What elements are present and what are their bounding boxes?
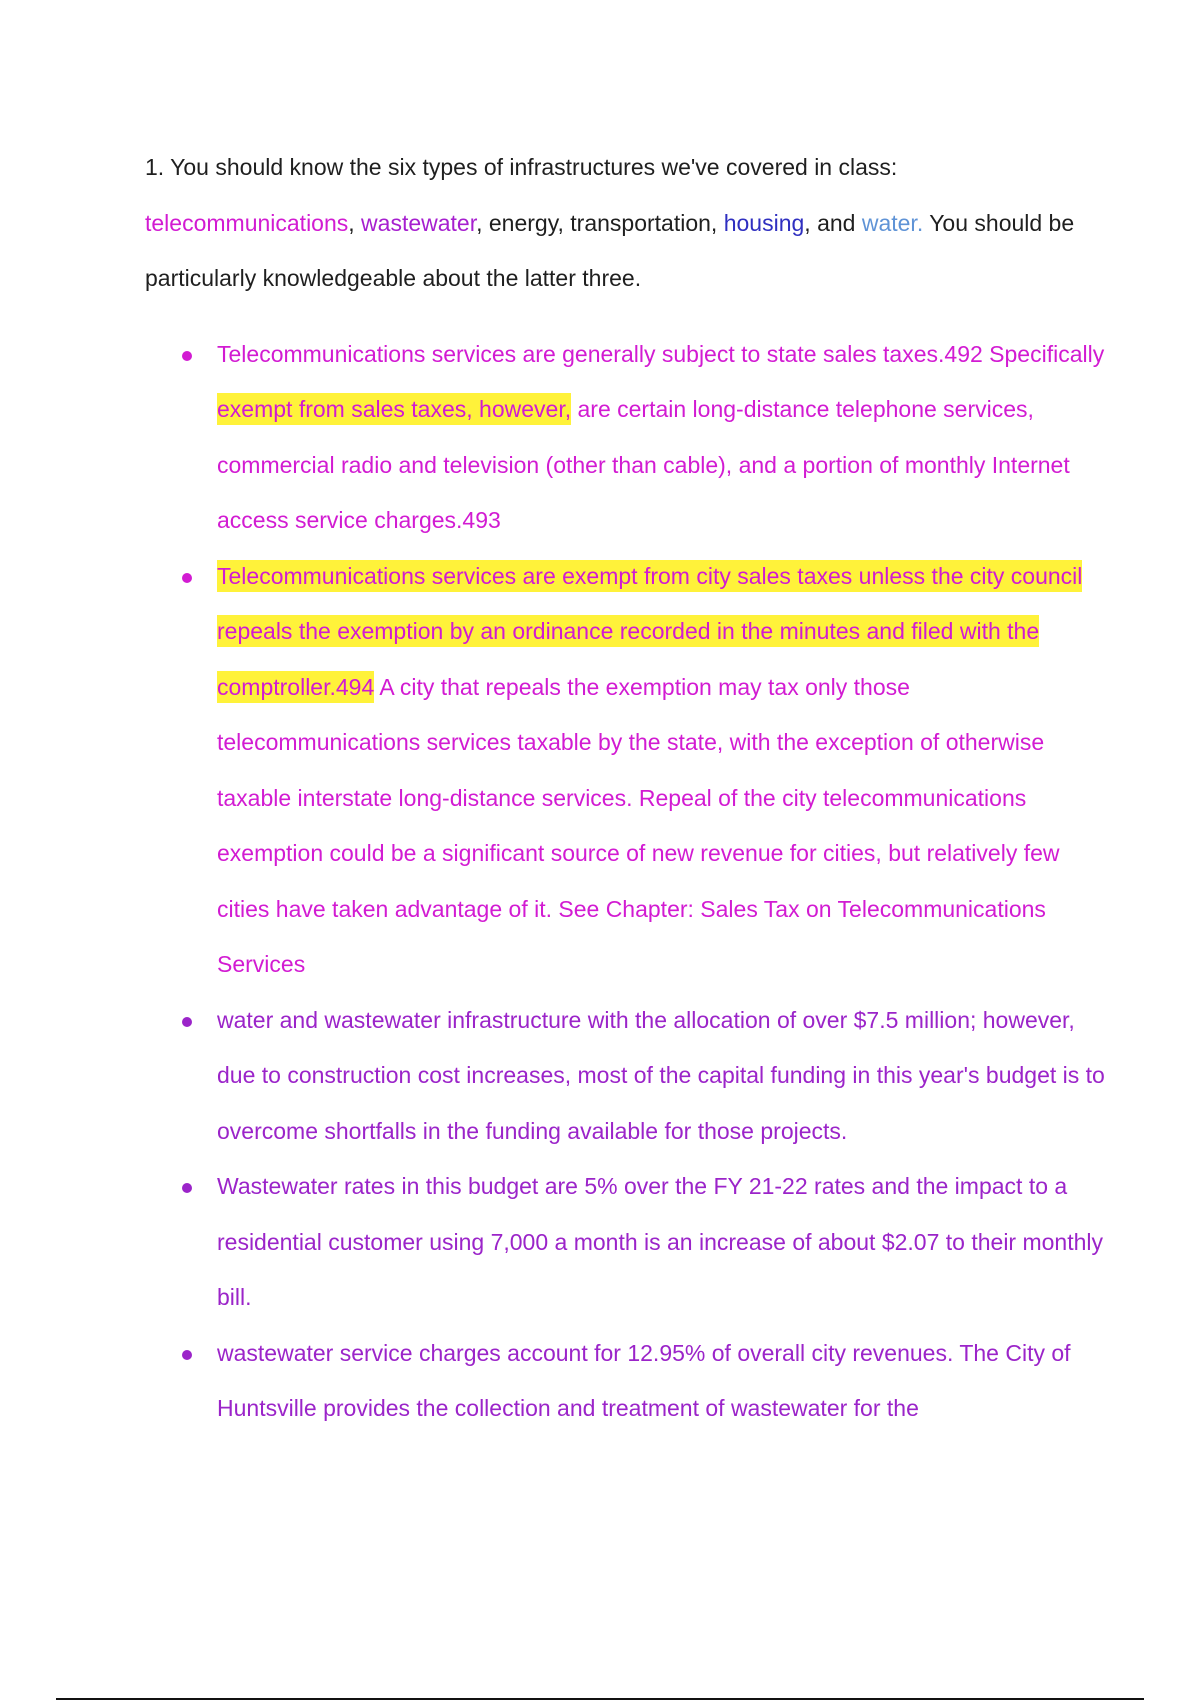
bullet-text: Telecommunications services are generally subject to state sales taxes.492 Specifically <box>217 340 1105 367</box>
bullet-text: water and wastewater infrastructure with the allocation of over $7.5 million; however, due to construction cost increases, most of the capital funding in this year's budget is to overcome shortfalls in the funding available for those projects. <box>217 1006 1105 1144</box>
document-body <box>145 140 1105 1437</box>
term-wastewater: wastewater <box>361 209 477 236</box>
highlighted-text: Telecommunications services are exempt from city sales taxes unless the city council repeals the exemption by an ordinance recorded in the minutes and filed with the comptroller.494 <box>217 560 1082 703</box>
intro-separator-2: , and <box>804 209 862 236</box>
term-telecommunications: telecommunications <box>145 209 349 236</box>
bullet-item-state-sales-tax <box>145 327 1105 549</box>
bullet-text: Wastewater rates in this budget are 5% over the FY 21-22 rates and the impact to a residential customer using 7,000 a month is an increase of about $2.07 to their monthly bill. <box>217 1173 1104 1310</box>
bullet-item-city-sales-tax <box>145 549 1105 993</box>
intro-text-end: You should be particularly knowledgeable about the latter three. <box>145 209 1075 291</box>
bullet-dot-icon <box>182 1350 192 1360</box>
bullet-dot-icon <box>182 573 192 583</box>
intro-text-middle: , energy, transportation, <box>476 209 724 236</box>
term-housing: housing <box>723 209 805 236</box>
term-water: water. <box>861 209 924 236</box>
bullet-text: wastewater service charges account for 12.95% of overall city revenues. The City of Huntsville provides the collection and treatment of wastewater for the <box>217 1339 1071 1421</box>
bullet-dot-icon <box>182 351 192 361</box>
bullet-text: are certain long-distance telephone services, commercial radio and television (other than cable), and a portion of monthly Internet access service charges.493 <box>217 396 1070 533</box>
intro-text-start: 1. You should know the six types of infrastructures we've covered in class: <box>145 154 898 180</box>
intro-separator-1: , <box>348 209 362 236</box>
bullet-item-water-infrastructure <box>145 993 1105 1160</box>
intro-paragraph <box>145 140 1105 307</box>
bullet-text: A city that repeals the exemption may tax only those telecommunications services taxable by the state, with the exception of otherwise taxable interstate long-distance services. Repeal of the city telecommunications exemption could be a significant source of new revenue for cities, but relatively few cities have taken advantage of it. See Chapter: Sales Tax on Telecommunications Services <box>217 673 1060 977</box>
bullet-dot-icon <box>182 1017 192 1027</box>
bullet-item-wastewater-rates <box>145 1159 1105 1326</box>
highlighted-text: exempt from sales taxes, however, <box>217 393 571 425</box>
bullet-item-wastewater-charges <box>145 1326 1105 1437</box>
bullet-dot-icon <box>182 1183 192 1193</box>
bullet-list <box>145 327 1105 1437</box>
